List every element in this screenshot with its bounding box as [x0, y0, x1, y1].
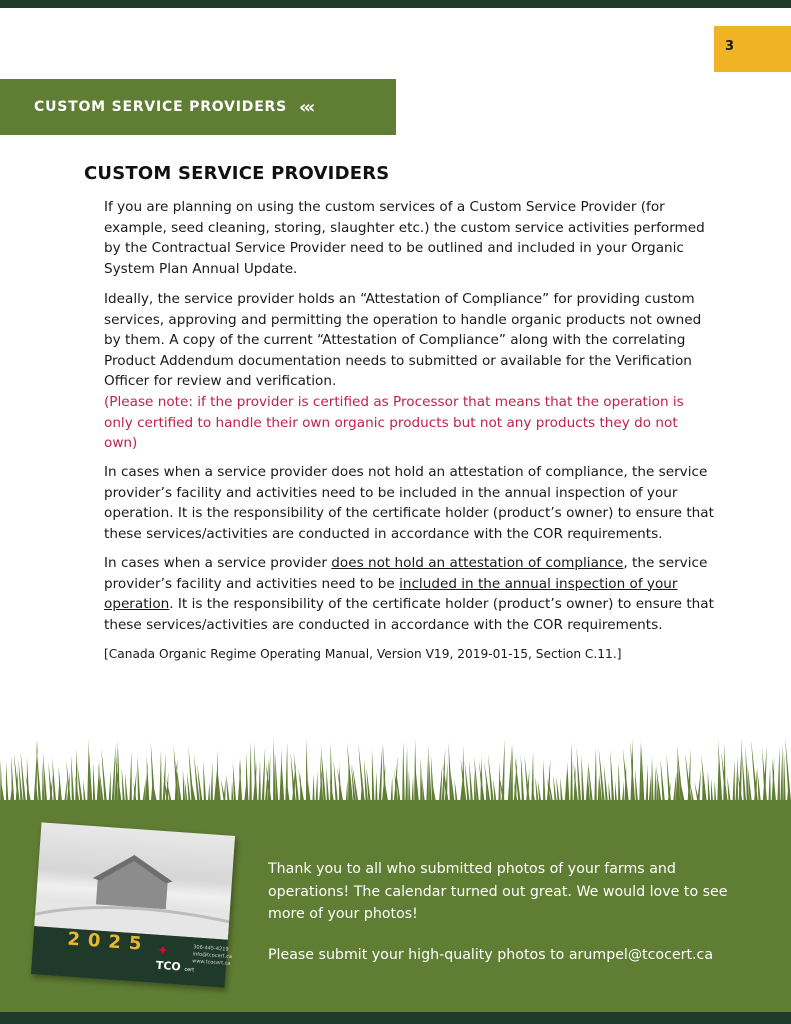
paragraph-4-part-a: In cases when a service provider — [104, 555, 332, 571]
calendar-contact — [192, 944, 233, 968]
paragraph-3 — [104, 462, 714, 544]
paragraph-2-text: Ideally, the service provider holds an “Attestation of Compliance” for providing custom services, approving and permitting the operation to handle organic products not owned by them. A copy of the current “Attestation of Compliance” along with the correlating Product Addendum documentation needs to submitted or available for the Verification Officer for review and verification. — [104, 291, 702, 390]
paragraph-4-part-e: . It is the responsibility of the certificate holder (product’s owner) to ensure that these services/activities are conducted in accordance with the COR requirements. — [104, 596, 714, 633]
calendar-contact-line: 306-445-4219 — [192, 944, 229, 953]
section-banner — [0, 79, 396, 135]
paragraph-1 — [104, 197, 714, 279]
page-heading: CUSTOM SERVICE PROVIDERS — [84, 163, 390, 184]
thank-you-text: Thank you to all who submitted photos of your farms and operations! The calendar turned out great. We would love to see more of your photos! — [268, 861, 728, 922]
bottom-bar — [0, 1012, 791, 1024]
calendar-contact-line: info@tcocert.ca — [192, 951, 233, 961]
tco-logo — [155, 943, 196, 975]
submit-photos-text: Please submit your high-quality photos to arumpel@tcocert.ca — [268, 947, 714, 963]
paragraph-4-text — [104, 553, 714, 635]
paragraph-1-text: If you are planning on using the custom services of a Custom Service Provider (for example, seed cleaning, storing, slaughter etc.) the custom service activities performed by the Contractual Service Provider need to be outlined and included in your Organic System Plan Annual Update. — [104, 199, 705, 277]
section-banner-label: CUSTOM SERVICE PROVIDERS — [34, 99, 288, 115]
calendar-photo — [34, 822, 235, 939]
paragraph-4-part-c: , the service provider’s facility and activities need to be — [104, 555, 708, 592]
barn-snow-illustration — [34, 822, 235, 939]
maple-leaf-icon: ✦ — [156, 942, 170, 960]
calendar-contact-line: www.tcocert.ca — [192, 958, 231, 967]
paragraph-3-text: In cases when a service provider does not hold an attestation of compliance, the service provider’s facility and activities need to be included in the annual inspection of your operation. It is the responsibility of the certificate holder (product’s owner) to ensure that these services/activities are conducted in accordance with the COR requirements. — [104, 464, 714, 542]
top-bar — [0, 0, 791, 8]
grass-silhouette — [0, 720, 791, 812]
paragraph-2 — [104, 289, 714, 454]
page-number-badge — [714, 26, 791, 72]
tco-logo-subtext: cert — [184, 966, 195, 974]
thank-you-message — [268, 858, 738, 926]
paragraph-4-underline-1: does not hold an attestation of compliance — [331, 555, 624, 571]
processor-note: (Please note: if the provider is certified as Processor that means that the operation is only certified to handle their own organic products but not any products they do not own) — [104, 393, 684, 452]
paragraph-4 — [104, 553, 714, 635]
tco-logo-text: TCO — [155, 958, 182, 974]
paragraph-4-underline-2: included in the annual inspection of your operation — [104, 575, 678, 613]
citation: [Canada Organic Regime Operating Manual, Version V19, 2019-01-15, Section C.11.] — [104, 647, 622, 661]
chevron-left-icon: ‹‹‹ — [299, 96, 313, 118]
page-number: 3 — [725, 39, 735, 54]
calendar-year: 2025 — [66, 928, 151, 956]
calendar-image — [31, 822, 235, 987]
